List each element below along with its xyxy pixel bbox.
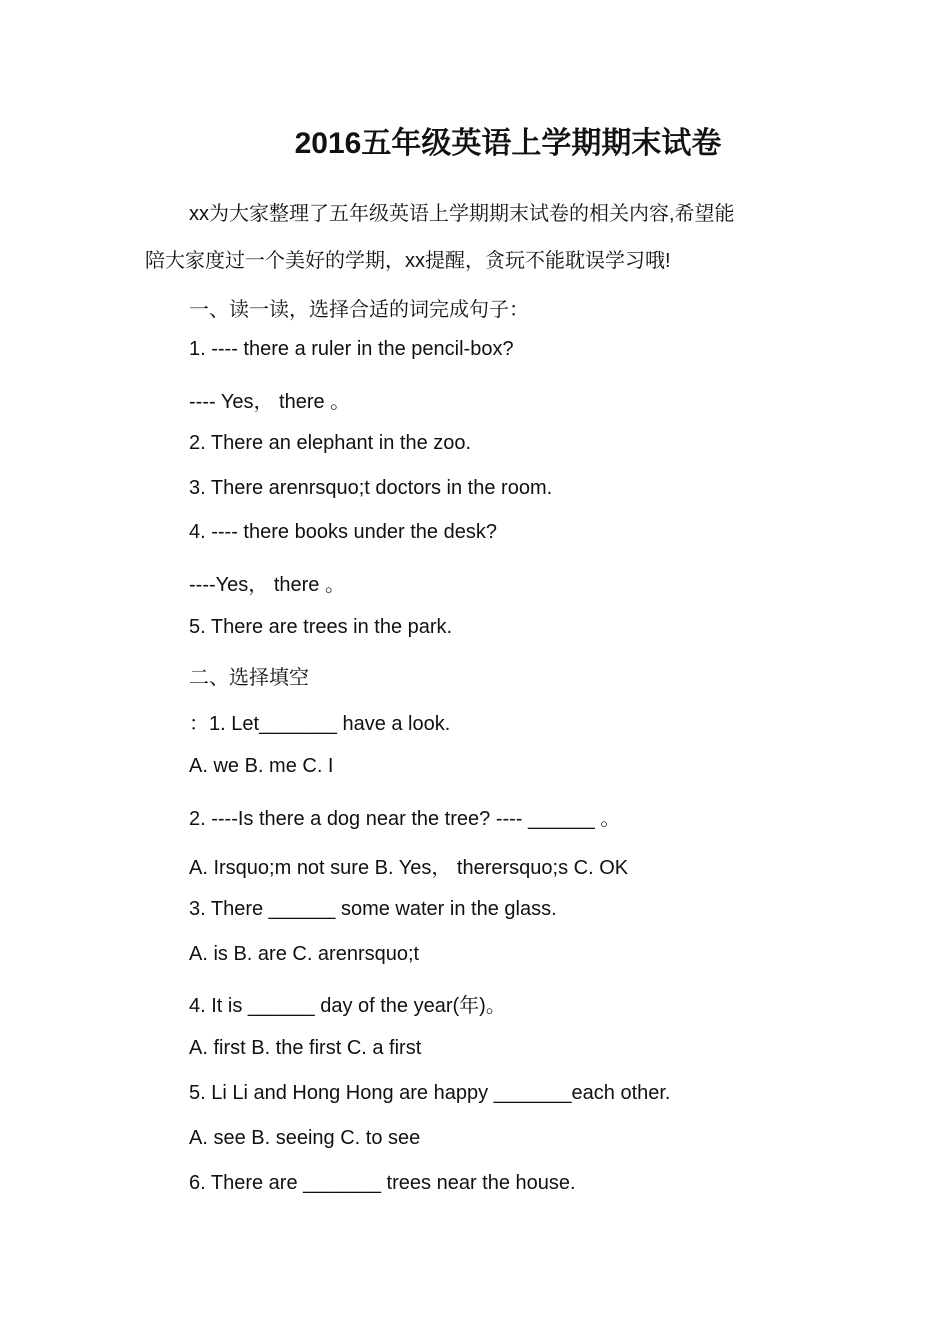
- question-line: ：1. Let_______ have a look.: [189, 713, 451, 735]
- page-title: 2016五年级英语上学期期末试卷: [294, 127, 722, 160]
- answer-options: A. see B. seeing C. to see: [189, 1127, 421, 1149]
- question-line: 4. ---- there books under the desk?: [189, 521, 497, 543]
- question-line: 2. ----Is there a dog near the tree? ---- ______ 。: [189, 808, 621, 830]
- question-line: 1. ---- there a ruler in the pencil-box?: [189, 338, 514, 360]
- question-line: 6. There are _______ trees near the house.: [189, 1172, 576, 1194]
- question-line: 2. There an elephant in the zoo.: [189, 432, 472, 454]
- section-heading-2: 二、选择填空: [189, 667, 309, 689]
- intro-line-1: xx为大家整理了五年级英语上学期期末试卷的相关内容,希望能: [189, 203, 735, 225]
- intro-line-2: 陪大家度过一个美好的学期，xx提醒，贪玩不能耽误学习哦!: [145, 250, 671, 272]
- answer-options: A. Irsquo;m not sure B. Yes， therersquo;s C. OK: [189, 857, 629, 879]
- question-line: 5. Li Li and Hong Hong are happy _______each other.: [189, 1082, 671, 1104]
- question-line: ----Yes， there 。: [189, 574, 345, 596]
- question-line: 3. There ______ some water in the glass.: [189, 898, 557, 920]
- section-heading-1: 一、读一读，选择合适的词完成句子：: [189, 299, 529, 321]
- answer-options: A. we B. me C. I: [189, 755, 334, 777]
- question-line: ---- Yes， there 。: [189, 391, 351, 413]
- question-line: 5. There are trees in the park.: [189, 616, 453, 638]
- answer-options: A. is B. are C. arenrsquo;t: [189, 943, 420, 965]
- answer-options: A. first B. the first C. a first: [189, 1037, 422, 1059]
- question-line: 3. There arenrsquo;t doctors in the room.: [189, 477, 553, 499]
- question-line: 4. It is ______ day of the year(年)。: [189, 995, 506, 1017]
